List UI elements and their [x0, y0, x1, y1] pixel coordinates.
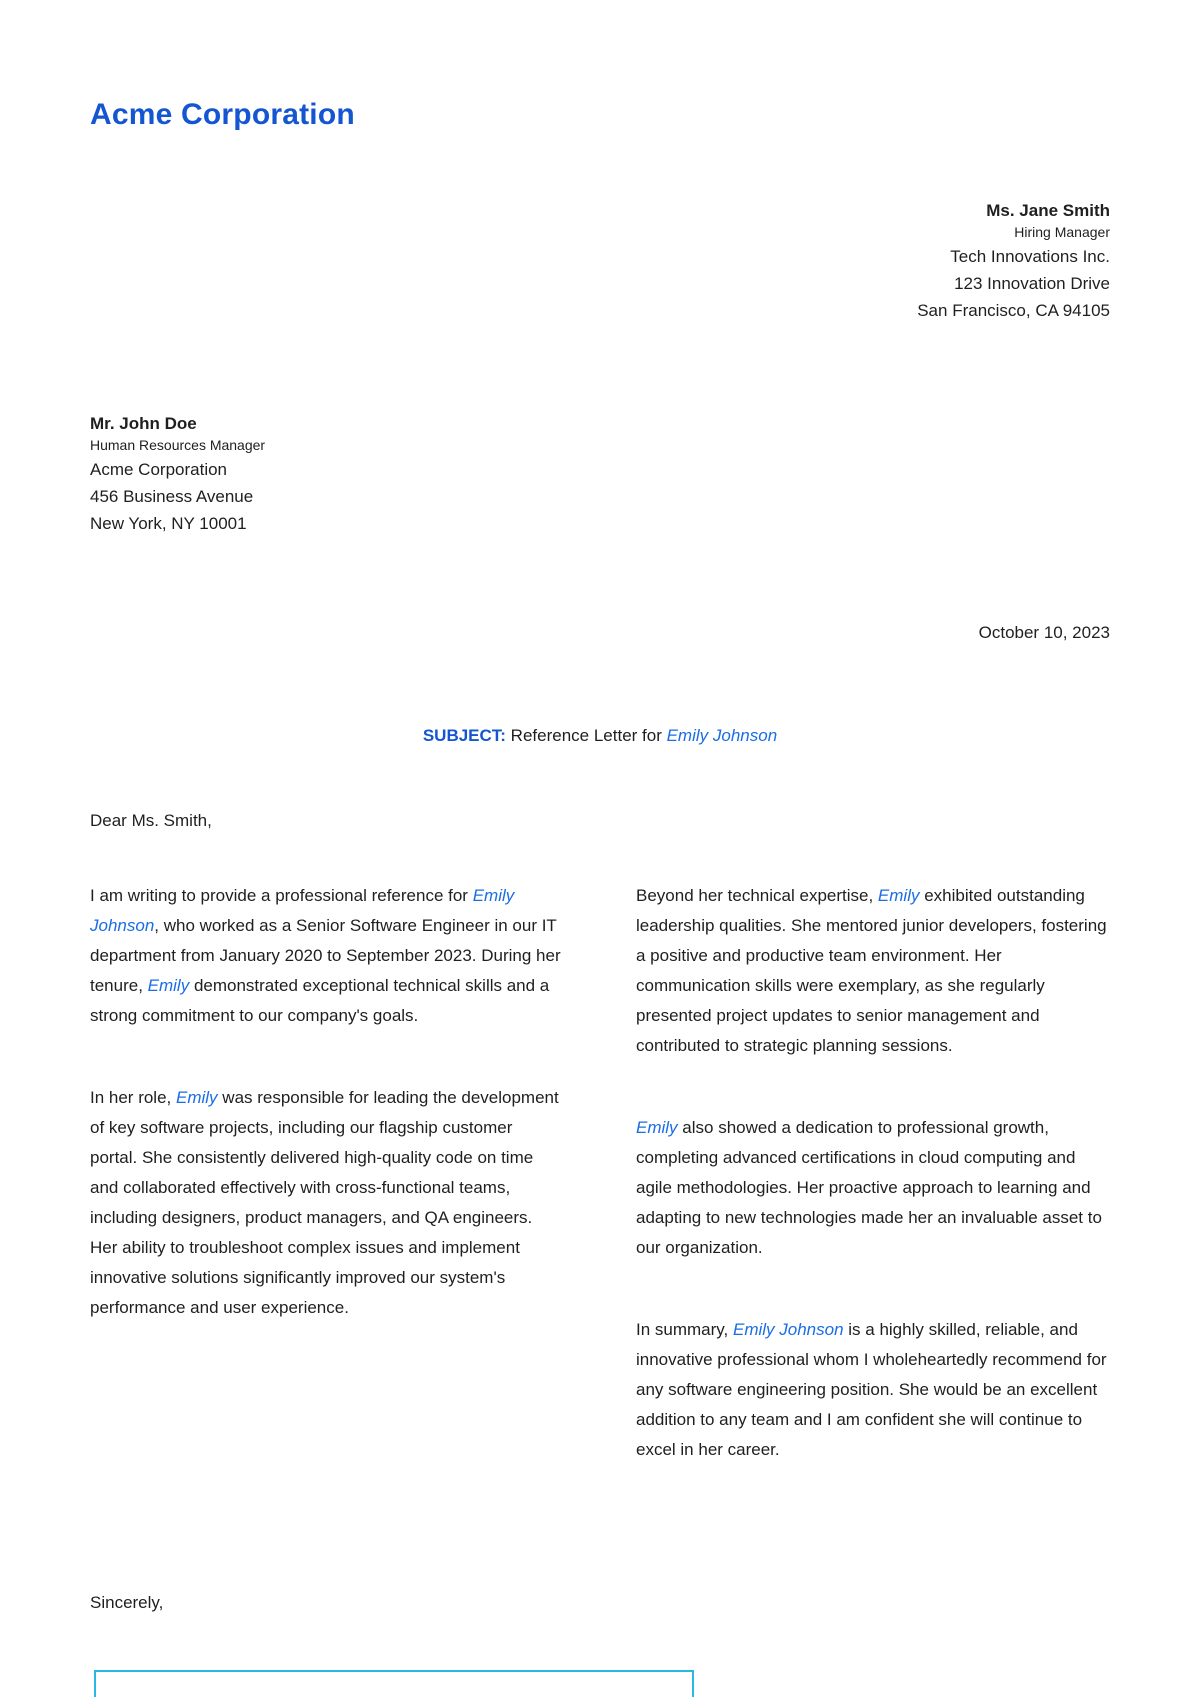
- page-title: Acme Corporation: [90, 98, 355, 131]
- body-column-right: [636, 881, 1110, 1517]
- recipient-city: San Francisco, CA 94105: [917, 301, 1110, 320]
- sender-city: New York, NY 10001: [90, 514, 247, 533]
- subject-line: [0, 721, 1200, 751]
- recipient-company: Tech Innovations Inc.: [950, 247, 1110, 266]
- paragraph-text: exhibited outstanding leadership qualities. She mentored junior developers, fostering a positive and productive team environment. Her communication skills were exemplary, as she regularly presented project updates to senior management and contributed to strategic planning sessions.: [636, 886, 1107, 1055]
- paragraph-text: demonstrated exceptional technical skills and a strong commitment to our company's goals.: [90, 976, 550, 1025]
- subject-person-name: Emily Johnson: [666, 726, 778, 745]
- sender-company: Acme Corporation: [90, 460, 228, 479]
- recipient-address-block: [917, 200, 1110, 324]
- person-name-emphasis: Emily: [877, 886, 920, 905]
- sender-title: Human Resources Manager: [90, 437, 266, 453]
- body-paragraph: [636, 881, 1110, 1061]
- body-paragraph: [636, 1315, 1110, 1465]
- paragraph-text: also showed a dedication to professional growth, completing advanced certifications in cloud computing and agile methodologies. Her proactive approach to learning and adapting to new technologies made her an invaluable asset to our organization.: [636, 1118, 1102, 1257]
- paragraph-text: is a highly skilled, reliable, and innovative professional whom I wholeheartedly recommend for any software engineering position. She would be an excellent addition to any team and I am confident she will continue to excel in her career.: [636, 1320, 1107, 1459]
- paragraph-text: , who worked as a Senior Software Engineer in our IT department from January 2020 to September 2023. During her tenure,: [90, 916, 561, 995]
- body-column-left: [90, 881, 564, 1375]
- body-paragraph: [90, 881, 564, 1031]
- salutation: Dear Ms. Smith,: [90, 811, 212, 830]
- paragraph-text: was responsible for leading the development of key software projects, including our flagship customer portal. She consistently delivered high-quality code on time and collaborated effectively with cross-functional teams, including designers, product managers, and QA engineers. Her ability to troubleshoot complex issues and implement innovative solutions significantly improved our system's performance and user experience.: [90, 1088, 559, 1317]
- body-paragraph: [636, 1113, 1110, 1263]
- paragraph-text: In summary,: [636, 1320, 733, 1339]
- person-name-emphasis: Emily Johnson: [90, 886, 515, 935]
- paragraph-text: In her role,: [90, 1088, 176, 1107]
- sender-name: Mr. John Doe: [90, 414, 197, 433]
- paragraph-text: Beyond her technical expertise,: [636, 886, 878, 905]
- subject-text: Reference Letter for: [505, 726, 667, 745]
- person-name-emphasis: Emily Johnson: [732, 1320, 844, 1339]
- closing: Sincerely,: [90, 1593, 164, 1612]
- recipient-name: Ms. Jane Smith: [986, 201, 1110, 220]
- recipient-street: 123 Innovation Drive: [954, 274, 1110, 293]
- subject-label: SUBJECT:: [422, 726, 506, 745]
- sender-address-block: [90, 413, 265, 537]
- recipient-title: Hiring Manager: [1014, 224, 1110, 240]
- person-name-emphasis: Emily: [147, 976, 190, 995]
- body-paragraph: [90, 1083, 564, 1323]
- paragraph-text: I am writing to provide a professional reference for: [90, 886, 473, 905]
- person-name-emphasis: Emily: [636, 1118, 678, 1137]
- letter-date: October 10, 2023: [978, 623, 1110, 642]
- signature-box[interactable]: [94, 1670, 694, 1697]
- person-name-emphasis: Emily: [176, 1088, 218, 1107]
- sender-street: 456 Business Avenue: [90, 487, 254, 506]
